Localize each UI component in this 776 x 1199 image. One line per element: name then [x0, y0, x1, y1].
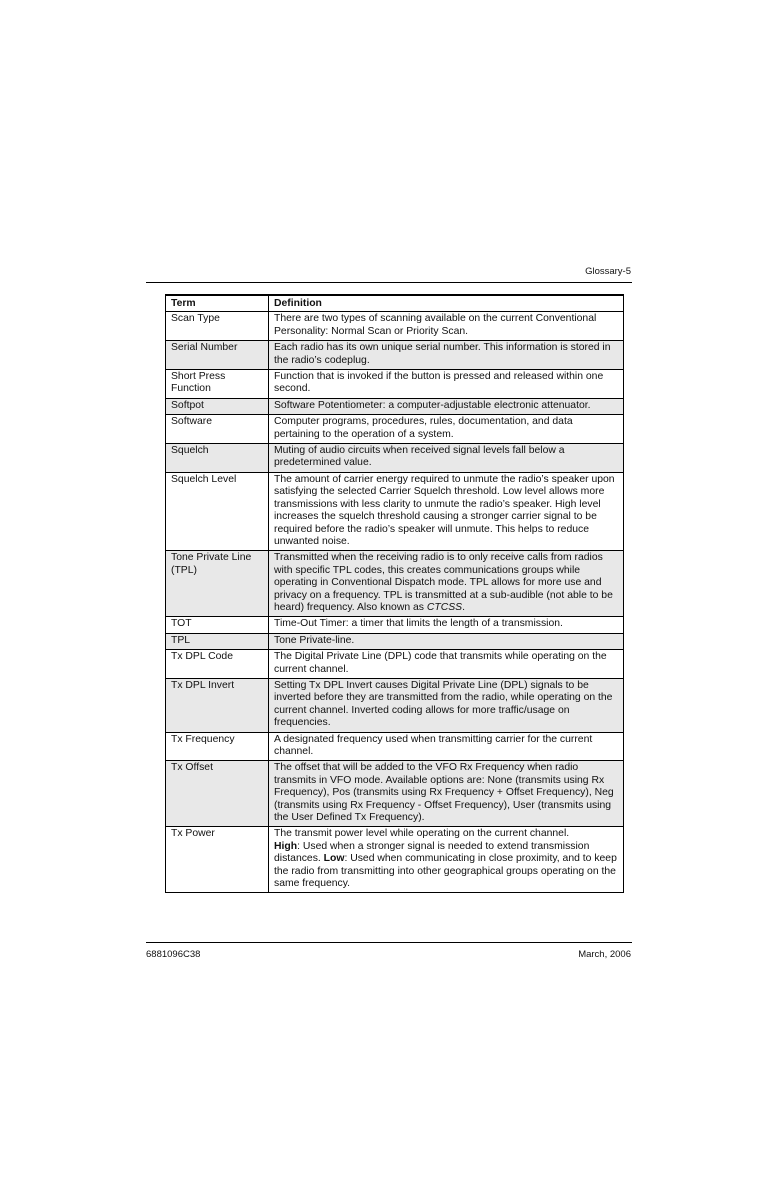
definition-cell: Setting Tx DPL Invert causes Digital Private Line (DPL) signals to be inverted before they are transmitted from the radio, while operating on the current channel. Inverted coding allows for more traffic/usage on frequencies. — [269, 678, 624, 732]
term-cell: Tx Offset — [166, 761, 269, 827]
definition-cell: The offset that will be added to the VFO Rx Frequency when radio transmits in VFO mode. Available options are: None (transmits using Rx Frequency), Pos (transmits using Rx Frequency + Offset Frequency), Neg (transmits using Rx Frequency - Offset Frequency), User (transmits using the User Defined Tx Frequency). — [269, 761, 624, 827]
definition-cell — [269, 827, 624, 893]
term-cell: Tx DPL Invert — [166, 678, 269, 732]
table-row — [166, 415, 624, 444]
column-header-definition: Definition — [269, 295, 624, 312]
page-number: Glossary-5 — [585, 266, 631, 277]
column-header-term: Term — [166, 295, 269, 312]
table-row — [166, 732, 624, 761]
definition-end: . — [462, 601, 465, 613]
table-row — [166, 370, 624, 399]
definition-cell: Muting of audio circuits when received signal levels fall below a predetermined value. — [269, 444, 624, 473]
publication-date: March, 2006 — [578, 949, 631, 960]
definition-cell: Each radio has its own unique serial number. This information is stored in the radio’s codeplug. — [269, 341, 624, 370]
table-row — [166, 398, 624, 414]
term-cell: TPL — [166, 633, 269, 649]
table-row — [166, 551, 624, 617]
definition-cell: Computer programs, procedures, rules, documentation, and data pertaining to the operation of a system. — [269, 415, 624, 444]
table-row — [166, 678, 624, 732]
table-row — [166, 444, 624, 473]
table-row — [166, 312, 624, 341]
definition-text: The transmit power level while operating on the current channel. — [274, 828, 570, 840]
table-row — [166, 827, 624, 893]
table-header-row — [166, 295, 624, 312]
low-label: Low — [323, 853, 345, 865]
term-cell: Short Press Function — [166, 370, 269, 399]
term-cell: Squelch — [166, 444, 269, 473]
term-cell: Squelch Level — [166, 472, 269, 550]
low-text: : Used when communicating in close proximity, and to keep the radio from transmitting into other geographical groups operating on the same frequency. — [274, 853, 617, 890]
definition-cell: There are two types of scanning available on the current Conventional Personality: Normal Scan or Priority Scan. — [269, 312, 624, 341]
term-cell: Tx DPL Code — [166, 650, 269, 679]
page-header — [146, 266, 632, 283]
table-row — [166, 761, 624, 827]
table-row — [166, 617, 624, 633]
table-row — [166, 633, 624, 649]
term-cell: Serial Number — [166, 341, 269, 370]
definition-cell: Time-Out Timer: a timer that limits the length of a transmission. — [269, 617, 624, 633]
definition-cell: A designated frequency used when transmitting carrier for the current channel. — [269, 732, 624, 761]
term-cell: Tx Frequency — [166, 732, 269, 761]
definition-italic-term: CTCSS — [426, 601, 463, 613]
definition-cell: The amount of carrier energy required to unmute the radio’s speaker upon satisfying the selected Carrier Squelch threshold. Low level allows more transmissions with less clarity to unmute the radio’s speaker. High level increases the squelch threshold causing a stronger carrier signal to be required before the radio’s speaker will unmute. This helps to reduce unwanted noise. — [269, 472, 624, 550]
term-cell: Softpot — [166, 398, 269, 414]
table-row — [166, 472, 624, 550]
table-row — [166, 650, 624, 679]
term-cell: Software — [166, 415, 269, 444]
high-label: High — [274, 840, 298, 852]
table-row — [166, 341, 624, 370]
high-text: : Used when a stronger signal is needed to extend transmission distances. — [274, 840, 590, 865]
glossary-table — [165, 294, 624, 893]
definition-cell: Tone Private-line. — [269, 633, 624, 649]
term-cell: TOT — [166, 617, 269, 633]
term-cell: Tx Power — [166, 827, 269, 893]
term-cell: Scan Type — [166, 312, 269, 341]
definition-cell: The Digital Private Line (DPL) code that transmits while operating on the current channel. — [269, 650, 624, 679]
page-footer — [146, 942, 632, 963]
definition-text: Transmitted when the receiving radio is to only receive calls from radios with specific TPL codes, this creates communications groups while operating in Conventional Dispatch mode. TPL allows for more use and privacy on a frequency. TPL is transmitted at a sub-audible (not able to be heard) frequency. Also known as — [274, 552, 613, 613]
definition-cell: Function that is invoked if the button is pressed and released within one second. — [269, 370, 624, 399]
definition-cell — [269, 551, 624, 617]
definition-cell: Software Potentiometer: a computer-adjustable electronic attenuator. — [269, 398, 624, 414]
document-number: 6881096C38 — [146, 949, 201, 960]
term-cell: Tone Private Line (TPL) — [166, 551, 269, 617]
